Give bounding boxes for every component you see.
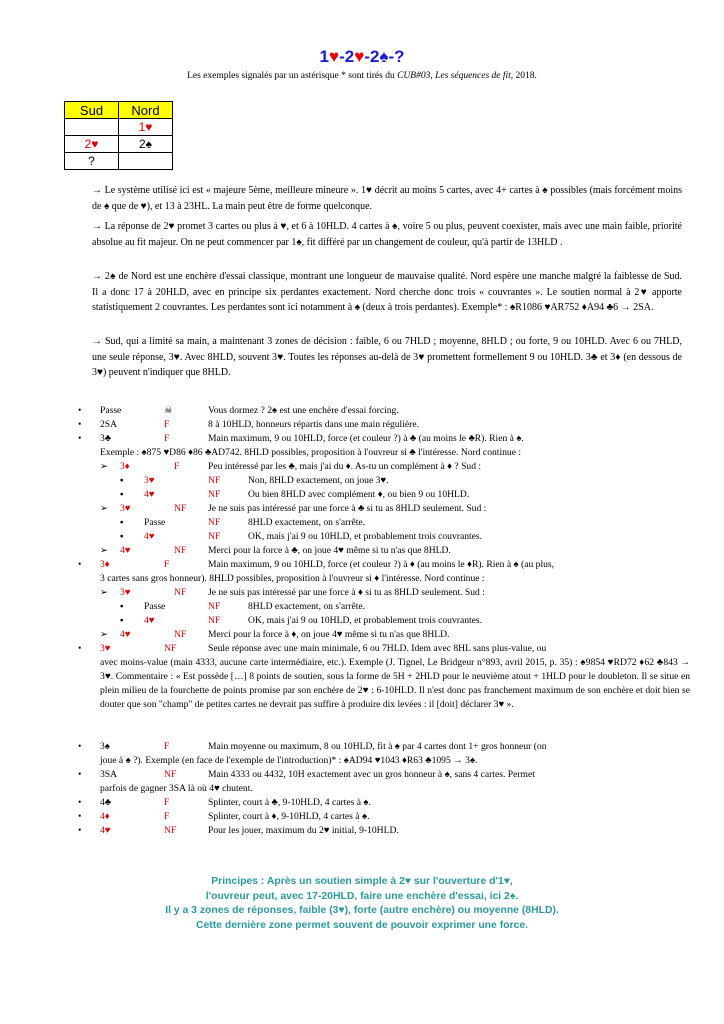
bidding-header-north: Nord <box>119 102 173 119</box>
response-item <box>78 600 690 614</box>
bullet-icon: ▪ <box>120 615 124 626</box>
forcing-tag: NF <box>164 643 177 654</box>
response-bid: 3♦ <box>120 461 130 472</box>
response-item <box>78 544 690 558</box>
intro-system-paragraph: → Le système utilisé ici est « majeure 5ème, meilleure mineure ». 1♥ décrit au moins 5 cartes, avec 4+ cartes à ♠ possibles (mais forcément moins de ♠ que de ♥), et 13 à 23HL. La main peut être de forme quelconque. <box>92 185 682 212</box>
bullet-icon: ▪ <box>120 531 124 542</box>
bullet-icon: ➢ <box>100 587 109 598</box>
title-part: -? <box>388 47 405 66</box>
spade-suit-icon: ♠ <box>379 47 389 66</box>
title-part: -2 <box>339 47 355 66</box>
response-description: OK, mais j'ai 9 ou 10HLD, et probablement trois couvrantes. <box>248 531 483 542</box>
response-bid: 3SA <box>100 769 118 780</box>
principles-box <box>0 875 724 933</box>
forcing-tag: F <box>164 433 170 444</box>
response-bid: 3♥ <box>144 475 155 486</box>
response-description: Main 4333 ou 4432, 10H exactement avec un gros honneur à ♠, sans 4 cartes. Permet <box>208 769 535 780</box>
bidding-cell: 2♠ <box>119 136 173 153</box>
response-bid: 4♥ <box>100 825 111 836</box>
bullet-icon: • <box>78 741 82 752</box>
response-item <box>78 740 690 768</box>
response-item <box>78 586 690 600</box>
forcing-tag: F <box>164 419 170 430</box>
bullet-icon: • <box>78 811 82 822</box>
intro-trial-bid-paragraph: → 2♠ de Nord est une enchère d'essai classique, montrant une longueur de mauvaise qualité. Nord espère une manche malgré la faiblesse de Sud. Il a donc 17 à 20HLD, avec en principe six perdantes exactement. Nord cherche donc trois « couvrantes ». Le soutien normal à 2♥ apporte statistiquement 2 couvrantes. Les perdantes sont ici notamment à ♠ (deux à trois perdantes). Exemple* : ♠R1086 ♥AR752 ♦A94 ♣6 → 2SA. <box>92 271 682 313</box>
response-item <box>78 502 690 516</box>
response-bid: 4♥ <box>120 629 131 640</box>
bullet-icon: ➢ <box>100 503 109 514</box>
intro-zones-paragraph: → Sud, qui a limité sa main, a maintenant 3 zones de décision : faible, 6 ou 7HLD ; moyenne, 8HLD ; ou forte, 9 ou 10HLD. Avec 6 ou 7HLD, une seule réponse, 3♥. Avec 8HLD, souvent 3♥. Toutes les réponses au-delà de 3♥ promettent formellement 9 ou 10HLD. 3♣ et 3♦ (en dessous de 3♥) peuvent n'indiquer que 8HLD. <box>92 336 682 378</box>
bullet-icon: • <box>78 419 82 430</box>
response-description: 8 à 10HLD, honneurs répartis dans une main régulière. <box>208 419 419 430</box>
response-description: Splinter, court à ♦, 9-10HLD, 4 cartes à ♠. <box>208 811 370 822</box>
response-bid: 3♦ <box>100 559 110 570</box>
response-item <box>78 628 690 642</box>
bullet-icon: • <box>78 769 82 780</box>
response-item <box>78 810 690 824</box>
response-bid: 4♥ <box>120 545 131 556</box>
bullet-icon: ▪ <box>120 517 124 528</box>
response-bid: 2SA <box>100 419 118 430</box>
response-description: Main maximum, 9 ou 10HLD, force (et couleur ?) à ♣ (au moins le ♣R). Rien à ♠. <box>208 433 524 444</box>
response-description-continued: avec moins-value (main 4333, aucune carte intermédiaire, etc.). Exemple (J. Tignel, Le Bridgeur n°893, avril 2015, p. 35) : ♠9854 ♥RD72 ♦62 ♣843 → 3♥. Commentaire : « Est possède […] 8 points de soutien, sous la forme de 5H + 2HLD pour le neuvième atout + 1HLD pour le doubleton. Il se situe en plein milieu de la fourchette de points promise par son enchère de 2♥ : 6-10HLD. Il n'est donc pas franchement maximum de son enchère et doit bien se douter que son "champ" de petites cartes ne devrait pas suffire à produire dix levées : il [doit] déclarer 3♥ ». <box>100 657 690 710</box>
forcing-tag: NF <box>208 489 221 500</box>
response-bid: Passe <box>144 517 166 528</box>
response-description-continued: 3 cartes sans gros honneur). 8HLD possibles, proposition à l'ouvreur si ♦ l'intéresse. Nord continue : <box>100 573 485 584</box>
forcing-tag: NF <box>208 475 221 486</box>
bullet-icon: • <box>78 825 82 836</box>
principle-line: Cette dernière zone permet souvent de pouvoir exprimer une force. <box>195 919 528 931</box>
forcing-tag: F <box>164 559 170 570</box>
response-description-continued: joue à ♠ ?). Exemple (en face de l'exemple de l'introduction)* : ♠AD94 ♥1043 ♦R63 ♣1095 → 3♠. <box>100 755 478 766</box>
heart-suit-icon: ♥ <box>354 47 365 66</box>
response-item <box>78 418 690 432</box>
bidding-cell <box>119 153 173 170</box>
bullet-icon: ➢ <box>100 461 109 472</box>
bullet-icon: ▪ <box>120 475 124 486</box>
response-item <box>78 516 690 530</box>
subtitle <box>0 71 724 81</box>
bidding-cell <box>65 119 119 136</box>
response-description: 8HLD exactement, on s'arrête. <box>248 601 366 612</box>
forcing-tag: NF <box>208 615 221 626</box>
title-part: -2 <box>364 47 380 66</box>
response-description: Ou bien 8HLD avec complément ♦, ou bien 9 ou 10HLD. <box>248 489 470 500</box>
bidding-header-south: Sud <box>65 102 119 119</box>
principle-line: l'ouvreur peut, avec 17-20HLD, faire une enchère d'essai, ici 2♠. <box>205 890 519 902</box>
subtitle-text: Les exemples signalés par un astérisque * sont tirés du <box>187 71 398 81</box>
response-description: 8HLD exactement, on s'arrête. <box>248 517 366 528</box>
forcing-tag: NF <box>208 531 221 542</box>
forcing-tag: F <box>164 741 170 752</box>
response-description: Peu intéressé par les ♣, mais j'ai du ♦. As-tu un complément à ♦ ? Sud : <box>208 461 482 472</box>
response-description: OK, mais j'ai 9 ou 10HLD, et probablement trois couvrantes. <box>248 615 483 626</box>
bidding-table <box>64 101 173 170</box>
bidding-cell: 2♥ <box>65 136 119 153</box>
bullet-icon: • <box>78 405 82 416</box>
bullet-icon: ▪ <box>120 489 124 500</box>
response-description: Merci pour la force à ♣, on joue 4♥ même si tu n'as que 8HLD. <box>208 545 451 556</box>
response-bid: 3♥ <box>100 643 111 654</box>
response-description: Vous dormez ? 2♠ est une enchère d'essai forcing. <box>208 405 399 416</box>
response-description-continued: Exemple : ♠875 ♥D86 ♦86 ♣AD742. 8HLD possibles, proposition à l'ouvreur si ♣ l'intéresse. Nord continue : <box>100 447 522 458</box>
response-bid: Passe <box>100 405 122 416</box>
response-description: Main moyenne ou maximum, 8 ou 10HLD, fit à ♠ par 4 cartes dont 1+ gros honneur (on <box>208 741 547 752</box>
bullet-icon: • <box>78 433 82 444</box>
title-part: 1 <box>319 47 329 66</box>
bidding-cell: 1♥ <box>119 119 173 136</box>
response-bid: 4♣ <box>100 797 112 808</box>
response-bid: 4♥ <box>144 531 155 542</box>
response-bid: 4♥ <box>144 615 155 626</box>
forcing-tag: F <box>164 797 170 808</box>
bullet-icon: ▪ <box>120 601 124 612</box>
response-description: Non, 8HLD exactement, on joue 3♥. <box>248 475 389 486</box>
bidding-cell: ? <box>65 153 119 170</box>
response-item <box>78 530 690 544</box>
forcing-tag: NF <box>174 503 187 514</box>
response-bid: 3♠ <box>100 741 110 752</box>
principle-line: Il y a 3 zones de réponses, faible (3♥), forte (autre enchère) ou moyenne (8HLD). <box>165 905 559 916</box>
response-item <box>78 558 690 586</box>
intro-response-paragraph: → La réponse de 2♥ promet 3 cartes ou plus à ♥, et 6 à 10HLD. 4 cartes à ♠, voire 5 ou plus, peuvent coexister, mais avec une main faible, priorité absolue au fit majeur. On ne peut commencer par 1♠, fit différé par un changement de couleur, qu'à partir de 13HLD . <box>92 221 682 248</box>
response-bid: 4♥ <box>144 489 155 500</box>
response-item <box>78 432 690 460</box>
forcing-tag: NF <box>164 825 177 836</box>
forcing-tag: F <box>174 461 180 472</box>
response-item <box>78 488 690 502</box>
response-item <box>78 460 690 474</box>
bullet-icon: ➢ <box>100 545 109 556</box>
principle-line: Principes : Après un soutien simple à 2♥ sur l'ouverture d'1♥, <box>211 876 513 887</box>
forcing-tag: NF <box>174 629 187 640</box>
subtitle-text: , 2018. <box>510 71 537 81</box>
response-item <box>78 642 690 740</box>
response-description: Main maximum, 9 ou 10HLD, force (et couleur ?) à ♦ (au moins le ♦R). Rien à ♠ (au plus, <box>208 559 555 570</box>
response-description: Je ne suis pas intéressé par une force à ♦ si tu as 8HLD seulement. Sud : <box>208 587 485 598</box>
response-description-continued: parfois de gagner 3SA là où 4♥ chutent. <box>100 783 253 794</box>
forcing-tag: NF <box>174 545 187 556</box>
response-description: Seule réponse avec une main minimale, 6 ou 7HLD. Idem avec 8HL sans plus-value, ou <box>208 643 547 654</box>
bullet-icon: ➢ <box>100 629 109 640</box>
response-description: Splinter, court à ♣, 9-10HLD, 4 cartes à ♠. <box>208 797 371 808</box>
response-description: Merci pour la force à ♦, on joue 4♥ même si tu n'as que 8HLD. <box>208 629 450 640</box>
forcing-tag: F <box>164 811 170 822</box>
bullet-icon: • <box>78 643 82 654</box>
response-item <box>78 614 690 628</box>
bullet-icon: • <box>78 559 82 570</box>
response-item <box>78 824 690 838</box>
page-title <box>0 47 724 67</box>
forcing-tag: NF <box>208 517 221 528</box>
response-item <box>78 768 690 796</box>
forcing-tag: ☠ <box>164 405 173 416</box>
forcing-tag: NF <box>208 601 221 612</box>
response-bid: Passe <box>144 601 166 612</box>
subtitle-source: CUB#03, Les séquences de fit <box>397 71 511 81</box>
response-bid: 3♥ <box>120 587 131 598</box>
response-bid: 4♦ <box>100 811 110 822</box>
response-description: Je ne suis pas intéressé par une force à ♣ si tu as 8HLD seulement. Sud : <box>208 503 487 514</box>
heart-suit-icon: ♥ <box>328 47 340 66</box>
response-item <box>78 474 690 488</box>
response-description: Pour les jouer, maximum du 2♥ initial, 9-10HLD. <box>208 825 399 836</box>
bullet-icon: • <box>78 797 82 808</box>
response-item <box>78 404 690 418</box>
forcing-tag: NF <box>174 587 187 598</box>
response-bid: 3♥ <box>120 503 131 514</box>
response-item <box>78 796 690 810</box>
forcing-tag: NF <box>164 769 177 780</box>
response-bid: 3♣ <box>100 433 112 444</box>
